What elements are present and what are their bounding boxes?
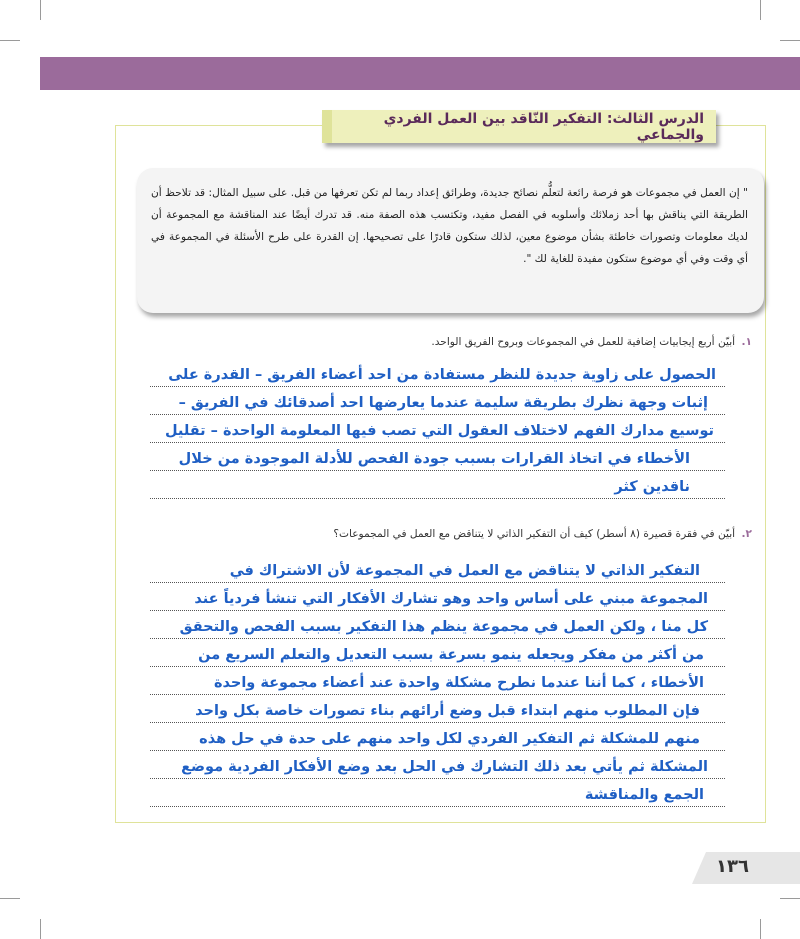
answer-text: منهم للمشكلة ثم التفكير الفردي لكل واحد منهم على حدة في حل هذه [199, 731, 700, 747]
page-number-tab-notch [692, 852, 706, 884]
answer-text: المشكلة ثم يأتي بعد ذلك التشارك في الحل بعد وضع الأفكار الفردية موضع [181, 759, 708, 775]
crop-mark [780, 898, 800, 899]
quote-text: " إن العمل في مجموعات هو فرصة رائعة لتعلُّم نصائح جديدة، وطرائق إعداد ربما لم تكن تعرفها من قبل. على سبيل المثال: قد تلاحظ أن الطريقة التي يناقش بها أحد زملائك وأسلوبه في الفصل مفيد، وتكتسب هذه الصفة منه. قد تدرك أيضًا عند المناقشة مع المجموعة أن لديك معلومات وتصورات خاطئة بشأن موضوع معين، لذلك ستكون قادرًا على تصحيحها. إن القدرة على طرح الأسئلة في المجموعة في أي وقت وفي أي موضوع ستكون مفيدة للغاية لك ". [151, 187, 748, 265]
crop-mark [0, 898, 20, 899]
answer-text: كل منا ، ولكن العمل في مجموعة ينظم هذا التفكير بسبب الفحص والتحقق [179, 619, 708, 635]
crop-mark [40, 919, 41, 939]
page-number: ١٣٦ [716, 856, 749, 877]
answer-text: الأخطاء ، كما أننا عندما نطرح مشكلة واحدة عند أعضاء مجموعة واحدة [213, 675, 704, 691]
lesson-title: الدرس الثالث: التفكير النّاقد بين العمل الفردي والجماعي [383, 110, 704, 143]
header-band [40, 57, 800, 90]
crop-mark [0, 40, 20, 41]
lesson-title-box [322, 110, 716, 143]
answer-text: فإن المطلوب منهم ابتداء قبل وضع أرائهم بناء تصورات خاصة بكل واحد [195, 703, 700, 719]
crop-mark [760, 919, 761, 939]
question-2 [333, 528, 752, 540]
answer-text: توسيع مدارك الفهم لاختلاف العقول التي تصب فيها المعلومة الواحدة – تقليل [164, 423, 714, 439]
answer-text: ناقدين كثر [614, 479, 690, 495]
question-number: ١. [741, 336, 752, 348]
quote-box [137, 168, 764, 313]
question-text: أبيّن أربع إيجابيات إضافية للعمل في المجموعات وبروح الفريق الواحد. [431, 336, 736, 348]
question-text: أبيّن في فقرة قصيرة (٨ أسطر) كيف أن التفكير الذاتي لا يتناقض مع العمل في المجموعات؟ [333, 528, 736, 540]
crop-mark [760, 0, 761, 20]
answer-text: الأخطاء في اتخاذ القرارات بسبب جودة الفحص للأدلة الموجودة من خلال [178, 451, 690, 467]
answer-text: الحصول على زاوية جديدة للنظر مستفادة من احد أعضاء الفريق – القدرة على [168, 367, 716, 383]
answer-text: إثبات وجهة نظرك بطريقة سليمة عندما يعارضها احد أصدقائك في الفريق – [178, 395, 708, 411]
crop-mark [780, 40, 800, 41]
crop-mark [40, 0, 41, 20]
answer-text: الجمع والمناقشة [584, 787, 704, 803]
answer-text: من أكثر من مفكر ويجعله ينمو بسرعة بسبب التعديل والتعلم السريع من [198, 647, 704, 663]
question-1 [431, 336, 752, 348]
answer-text: التفكير الذاتي لا يتناقض مع العمل في المجموعة لأن الاشتراك في [229, 563, 700, 579]
question-number: ٢. [741, 528, 752, 540]
answer-text: المجموعة مبني على أساس واحد وهو تشارك الأفكار التي تنشأ فردياً عند [194, 591, 708, 607]
